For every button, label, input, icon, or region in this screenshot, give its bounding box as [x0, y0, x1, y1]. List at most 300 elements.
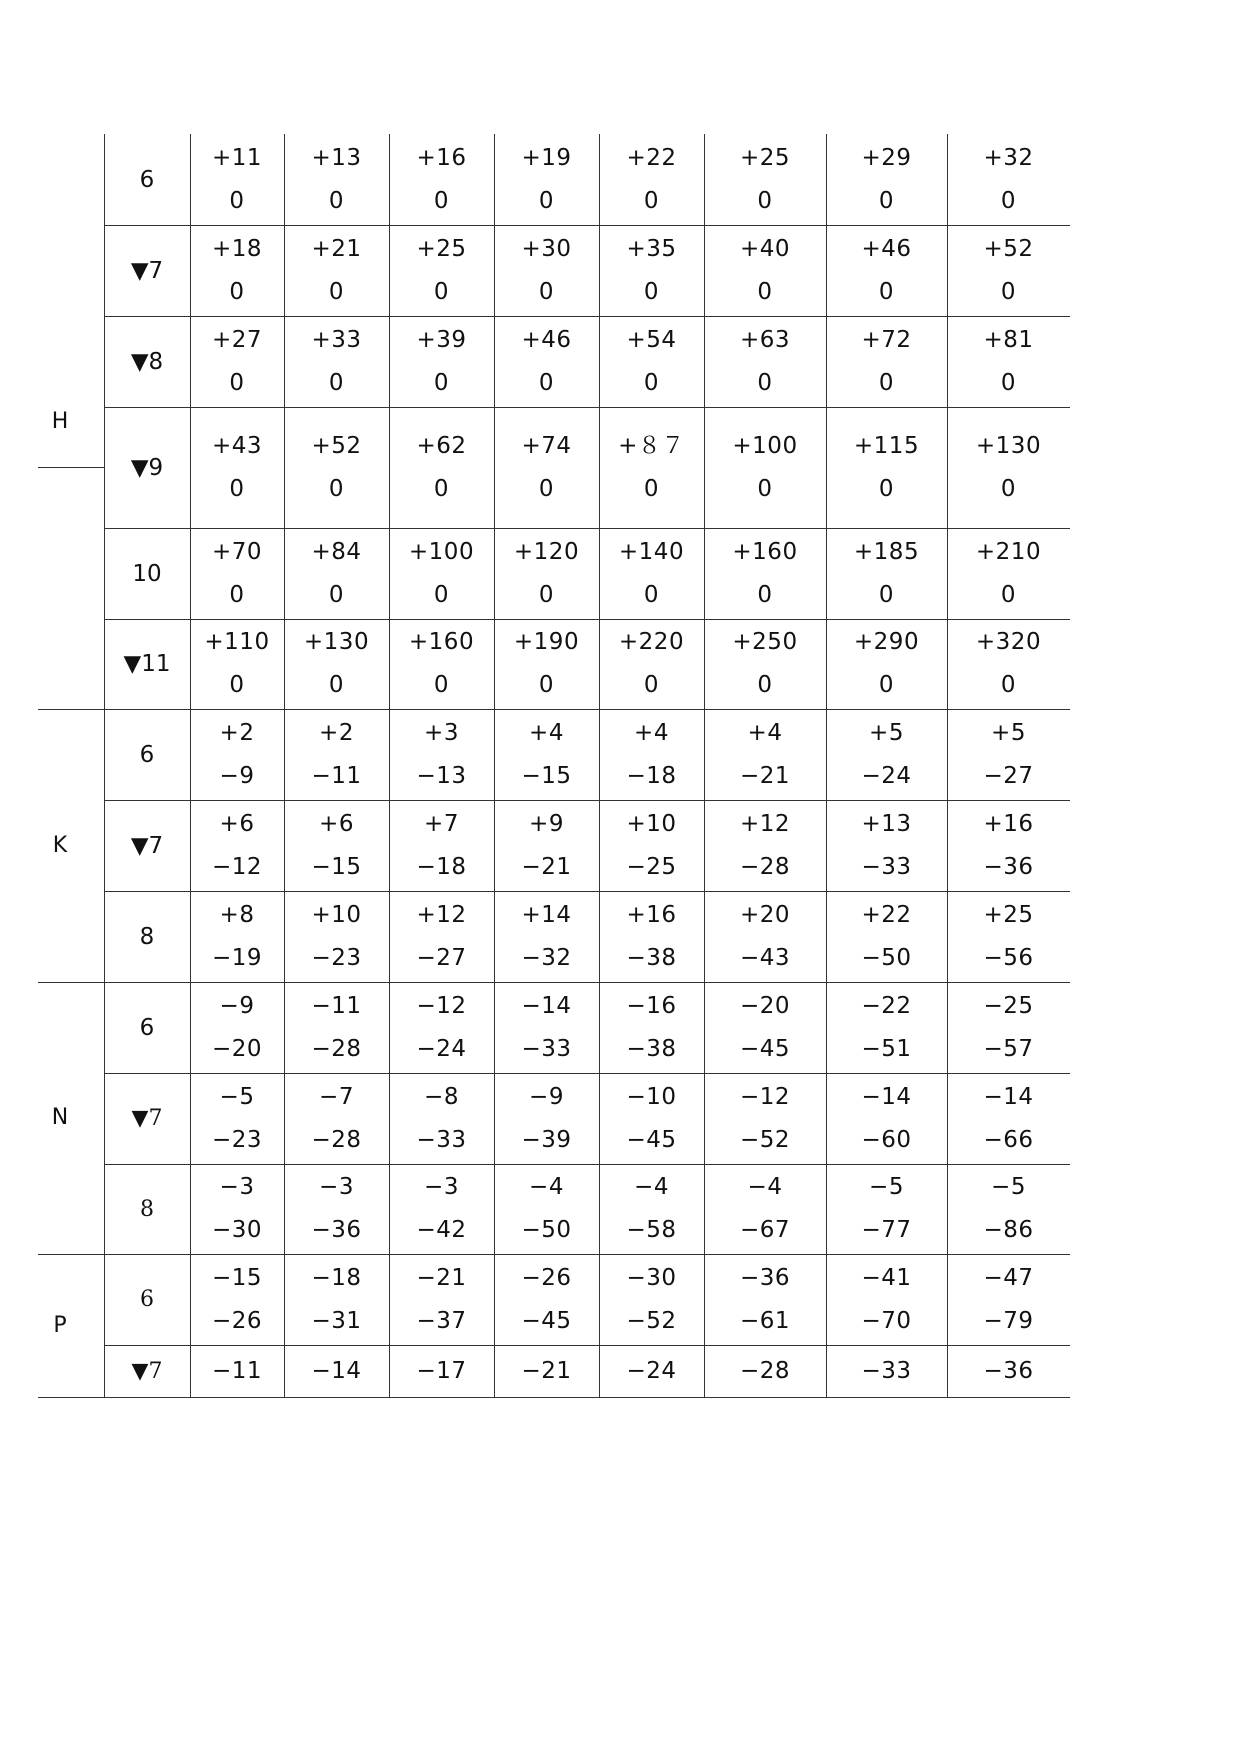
- lower-deviation: 0: [878, 475, 895, 502]
- deviation-cell: [494, 800, 599, 891]
- lower-deviation: 0: [328, 369, 345, 396]
- lower-deviation: −26: [211, 1307, 263, 1334]
- lower-deviation: 0: [878, 278, 895, 305]
- deviation-cell: [389, 407, 494, 528]
- deviation-cell: [284, 1345, 389, 1397]
- upper-deviation: −26: [521, 1264, 572, 1291]
- deviation-cell: [947, 1164, 1070, 1254]
- deviation-cell: [599, 225, 704, 316]
- deviation-cell: [599, 316, 704, 407]
- deviation-cell: [704, 316, 826, 407]
- lower-deviation: 0: [328, 187, 345, 214]
- upper-deviation: +10: [311, 901, 362, 928]
- upper-deviation: +190: [513, 629, 580, 655]
- lower-deviation: −66: [983, 1126, 1034, 1153]
- lower-deviation: −36: [311, 1217, 362, 1243]
- deviation-cell: [389, 1073, 494, 1164]
- lower-deviation: 0: [229, 369, 245, 396]
- lower-deviation: 0: [433, 369, 450, 396]
- grade-label: 6: [140, 1287, 154, 1312]
- grade-cell: [104, 407, 190, 528]
- lower-deviation: 0: [328, 278, 345, 305]
- deviation-cell: [947, 982, 1070, 1073]
- upper-deviation: +5: [991, 719, 1026, 746]
- deviation-cell: [947, 891, 1070, 982]
- lower-deviation: −50: [521, 1217, 572, 1243]
- deviation-cell: [190, 407, 284, 528]
- upper-deviation: +6: [319, 810, 354, 837]
- deviation-cell: [190, 225, 284, 316]
- lower-deviation: 0: [538, 672, 555, 698]
- deviation-cell: [704, 800, 826, 891]
- upper-deviation: +39: [416, 326, 467, 353]
- lower-deviation: −70: [861, 1307, 912, 1334]
- upper-deviation: −5: [991, 1174, 1026, 1200]
- deviation-cell: [599, 982, 704, 1073]
- lower-deviation: −61: [739, 1307, 791, 1334]
- lower-deviation: −28: [311, 1035, 362, 1062]
- deviation-cell: [599, 619, 704, 709]
- grade-cell: [104, 528, 190, 619]
- upper-deviation: +11: [211, 144, 263, 171]
- deviation-cell: [704, 709, 826, 800]
- upper-deviation: +25: [739, 144, 791, 171]
- deviation-cell: [284, 225, 389, 316]
- grade-label: ▼7: [130, 257, 164, 284]
- lower-deviation: −45: [521, 1307, 572, 1334]
- upper-deviation: −16: [626, 992, 677, 1019]
- upper-deviation: +4: [747, 719, 783, 746]
- deviation-cell: [284, 316, 389, 407]
- upper-deviation: −4: [529, 1174, 564, 1200]
- deviation-cell: [704, 528, 826, 619]
- lower-deviation: 0: [328, 672, 345, 698]
- upper-deviation: +120: [513, 538, 580, 565]
- lower-deviation: −56: [983, 944, 1034, 971]
- lower-deviation: −39: [521, 1126, 572, 1153]
- upper-deviation: +63: [739, 326, 791, 353]
- deviation-cell: [284, 1073, 389, 1164]
- upper-deviation: −12: [416, 992, 467, 1019]
- upper-deviation: +6: [219, 810, 255, 837]
- deviation-cell: [190, 1073, 284, 1164]
- upper-deviation: −12: [739, 1083, 791, 1110]
- upper-deviation: +22: [861, 901, 912, 928]
- lower-deviation: −28: [739, 853, 791, 880]
- upper-deviation: −10: [626, 1083, 677, 1110]
- deviation-cell: [826, 407, 947, 528]
- lower-deviation: −23: [311, 944, 362, 971]
- lower-deviation: −58: [626, 1217, 677, 1243]
- deviation-cell: [284, 407, 389, 528]
- upper-deviation: +35: [626, 235, 677, 262]
- grade-label: ▼9: [130, 454, 164, 481]
- deviation-cell: [826, 1073, 947, 1164]
- lower-deviation: 0: [1000, 369, 1017, 396]
- grade-label: ▼7: [131, 1106, 163, 1131]
- lower-deviation: −24: [416, 1035, 467, 1062]
- upper-deviation: +70: [211, 538, 263, 565]
- upper-deviation: −9: [219, 992, 255, 1019]
- deviation-cell: [190, 709, 284, 800]
- lower-deviation: −15: [311, 853, 362, 880]
- upper-deviation: −20: [739, 992, 791, 1019]
- deviation-cell: [704, 407, 826, 528]
- deviation-cell: [284, 619, 389, 709]
- upper-deviation: +52: [983, 235, 1034, 262]
- lower-deviation: −77: [861, 1217, 912, 1243]
- upper-deviation: +62: [416, 432, 467, 459]
- upper-deviation: +250: [732, 629, 798, 655]
- lower-deviation: 0: [757, 672, 773, 698]
- upper-deviation: +100: [732, 432, 798, 459]
- lower-deviation: 0: [757, 187, 773, 214]
- deviation-cell: [494, 1073, 599, 1164]
- lower-deviation: −24: [861, 762, 912, 789]
- grade-label: 10: [132, 560, 162, 587]
- upper-deviation: +43: [211, 432, 263, 459]
- deviation-cell: [826, 528, 947, 619]
- grade-label: 8: [140, 1196, 154, 1222]
- upper-deviation: +2: [319, 719, 354, 746]
- deviation-cell: [494, 1345, 599, 1397]
- lower-deviation: 0: [643, 581, 660, 608]
- upper-deviation: +110: [204, 629, 270, 655]
- lower-deviation: 0: [229, 581, 245, 608]
- grade-cell: [104, 1254, 190, 1345]
- lower-deviation: 0: [229, 475, 245, 502]
- grade-label: ▼11: [123, 651, 171, 677]
- upper-deviation: +5: [869, 719, 904, 746]
- lower-deviation: −67: [739, 1217, 791, 1243]
- upper-deviation: +54: [626, 326, 677, 353]
- lower-deviation: −45: [626, 1126, 677, 1153]
- lower-deviation: −21: [521, 853, 572, 880]
- lower-deviation: 0: [1000, 581, 1017, 608]
- lower-deviation: 0: [757, 278, 773, 305]
- upper-deviation: +13: [311, 144, 362, 171]
- upper-deviation: +210: [975, 538, 1042, 565]
- upper-deviation: −25: [983, 992, 1034, 1019]
- deviation-cell: [826, 891, 947, 982]
- lower-deviation: 0: [757, 369, 773, 396]
- deviation-cell: [284, 982, 389, 1073]
- deviation-cell: [284, 1254, 389, 1345]
- lower-deviation: 0: [1000, 672, 1017, 698]
- deviation-cell: [704, 1073, 826, 1164]
- lower-deviation: 0: [878, 672, 895, 698]
- lower-deviation: −38: [626, 1035, 677, 1062]
- lower-deviation: 0: [538, 369, 555, 396]
- upper-deviation: −8: [424, 1083, 459, 1110]
- deviation-cell: [947, 800, 1070, 891]
- grade-label: 6: [139, 741, 155, 768]
- deviation-cell: [704, 982, 826, 1073]
- upper-deviation: −22: [861, 992, 912, 1019]
- deviation-cell: [389, 800, 494, 891]
- zone-letter: K: [52, 832, 68, 858]
- upper-deviation: −28: [739, 1357, 791, 1384]
- lower-deviation: −51: [861, 1035, 912, 1062]
- upper-deviation: −21: [416, 1264, 467, 1291]
- upper-deviation: +84: [311, 538, 362, 565]
- upper-deviation: +130: [975, 432, 1042, 459]
- deviation-cell: [494, 1164, 599, 1254]
- lower-deviation: 0: [757, 581, 773, 608]
- deviation-cell: [947, 1345, 1070, 1397]
- deviation-cell: [284, 800, 389, 891]
- deviation-cell: [494, 891, 599, 982]
- lower-deviation: 0: [538, 475, 555, 502]
- deviation-cell: [389, 891, 494, 982]
- deviation-cell: [947, 1254, 1070, 1345]
- deviation-cell: [494, 528, 599, 619]
- lower-deviation: 0: [433, 672, 450, 698]
- deviation-cell: [494, 407, 599, 528]
- grade-cell: [104, 619, 190, 709]
- deviation-cell: [826, 982, 947, 1073]
- deviation-cell: [599, 709, 704, 800]
- deviation-cell: [947, 709, 1070, 800]
- upper-deviation: +12: [416, 901, 467, 928]
- zone-letter: N: [51, 1105, 69, 1130]
- upper-deviation: −14: [983, 1083, 1034, 1110]
- lower-deviation: −86: [983, 1217, 1034, 1243]
- upper-deviation: −33: [861, 1357, 912, 1384]
- deviation-cell: [389, 134, 494, 225]
- deviation-cell: [494, 134, 599, 225]
- lower-deviation: 0: [538, 278, 555, 305]
- upper-deviation: +27: [211, 326, 263, 353]
- upper-deviation: +3: [424, 719, 459, 746]
- grade-cell: [104, 1164, 190, 1254]
- deviation-cell: [389, 982, 494, 1073]
- deviation-cell: [947, 619, 1070, 709]
- upper-deviation: +18: [211, 235, 263, 262]
- deviation-cell: [599, 891, 704, 982]
- lower-deviation: 0: [643, 369, 660, 396]
- lower-deviation: −33: [416, 1126, 467, 1153]
- grade-label: 6: [139, 166, 155, 193]
- lower-deviation: 0: [643, 278, 660, 305]
- upper-deviation: +7: [424, 810, 459, 837]
- deviation-cell: [389, 1164, 494, 1254]
- grade-cell: [104, 982, 190, 1073]
- upper-deviation: +220: [618, 629, 685, 655]
- lower-deviation: −33: [861, 853, 912, 880]
- grade-cell: [104, 1073, 190, 1164]
- deviation-cell: [494, 1254, 599, 1345]
- upper-deviation: −18: [311, 1264, 362, 1291]
- upper-deviation: +30: [521, 235, 572, 262]
- lower-deviation: −9: [219, 762, 255, 789]
- lower-deviation: −36: [983, 853, 1034, 880]
- deviation-cell: [704, 225, 826, 316]
- upper-deviation: −3: [424, 1174, 459, 1200]
- upper-deviation: −9: [529, 1083, 564, 1110]
- deviation-cell: [599, 1073, 704, 1164]
- upper-deviation: −5: [869, 1174, 904, 1200]
- deviation-cell: [284, 1164, 389, 1254]
- deviation-cell: [190, 891, 284, 982]
- upper-deviation: +2: [219, 719, 255, 746]
- lower-deviation: −42: [416, 1217, 467, 1243]
- deviation-cell: [826, 709, 947, 800]
- lower-deviation: −18: [626, 762, 677, 789]
- deviation-cell: [599, 1254, 704, 1345]
- lower-deviation: 0: [433, 475, 450, 502]
- upper-deviation: +160: [732, 538, 798, 565]
- deviation-cell: [599, 528, 704, 619]
- deviation-cell: [704, 1164, 826, 1254]
- upper-deviation: +8: [219, 901, 255, 928]
- upper-deviation: +13: [861, 810, 912, 837]
- lower-deviation: 0: [433, 187, 450, 214]
- upper-deviation: −4: [634, 1174, 669, 1200]
- deviation-cell: [389, 528, 494, 619]
- deviation-cell: [190, 1254, 284, 1345]
- upper-deviation: +８７: [618, 432, 685, 459]
- deviation-cell: [704, 134, 826, 225]
- deviation-cell: [704, 1254, 826, 1345]
- upper-deviation: +130: [303, 629, 370, 655]
- upper-deviation: +16: [416, 144, 467, 171]
- lower-deviation: −57: [983, 1035, 1034, 1062]
- zone-letter: P: [53, 1312, 67, 1338]
- lower-deviation: −45: [739, 1035, 791, 1062]
- lower-deviation: −37: [416, 1307, 467, 1334]
- upper-deviation: +160: [408, 629, 475, 655]
- upper-deviation: −30: [626, 1264, 677, 1291]
- lower-deviation: −11: [311, 762, 362, 789]
- deviation-cell: [190, 134, 284, 225]
- deviation-cell: [389, 1345, 494, 1397]
- upper-deviation: −36: [739, 1264, 791, 1291]
- upper-deviation: +19: [521, 144, 572, 171]
- deviation-cell: [494, 619, 599, 709]
- lower-deviation: 0: [229, 672, 245, 698]
- grade-cell: [104, 709, 190, 800]
- upper-deviation: +46: [521, 326, 572, 353]
- lower-deviation: 0: [1000, 278, 1017, 305]
- lower-deviation: −38: [626, 944, 677, 971]
- deviation-cell: [947, 316, 1070, 407]
- upper-deviation: +16: [626, 901, 677, 928]
- upper-deviation: +74: [521, 432, 572, 459]
- deviation-cell: [389, 619, 494, 709]
- deviation-cell: [704, 619, 826, 709]
- deviation-cell: [190, 982, 284, 1073]
- lower-deviation: −25: [626, 853, 677, 880]
- upper-deviation: −14: [521, 992, 572, 1019]
- deviation-cell: [826, 800, 947, 891]
- upper-deviation: +81: [983, 326, 1034, 353]
- zone-letter: H: [51, 408, 69, 434]
- lower-deviation: 0: [229, 278, 245, 305]
- lower-deviation: −32: [521, 944, 572, 971]
- deviation-cell: [826, 1254, 947, 1345]
- upper-deviation: +290: [853, 629, 920, 655]
- grade-label: ▼8: [130, 348, 164, 375]
- deviation-cell: [826, 225, 947, 316]
- upper-deviation: +25: [983, 901, 1034, 928]
- lower-deviation: 0: [229, 187, 245, 214]
- lower-deviation: −28: [311, 1126, 362, 1153]
- lower-deviation: 0: [538, 581, 555, 608]
- zone-stub-rule: [38, 467, 104, 468]
- deviation-cell: [190, 316, 284, 407]
- deviation-cell: [284, 891, 389, 982]
- grade-cell: [104, 800, 190, 891]
- upper-deviation: +14: [521, 901, 572, 928]
- upper-deviation: +12: [739, 810, 791, 837]
- upper-deviation: −24: [626, 1357, 677, 1384]
- deviation-cell: [494, 709, 599, 800]
- upper-deviation: −3: [219, 1174, 255, 1200]
- deviation-cell: [599, 800, 704, 891]
- upper-deviation: −14: [861, 1083, 912, 1110]
- deviation-cell: [284, 528, 389, 619]
- upper-deviation: −14: [311, 1357, 362, 1384]
- deviation-cell: [190, 528, 284, 619]
- deviation-cell: [494, 316, 599, 407]
- grade-cell: [104, 316, 190, 407]
- upper-deviation: −21: [521, 1357, 572, 1384]
- lower-deviation: 0: [757, 475, 773, 502]
- deviation-cell: [599, 1164, 704, 1254]
- grade-label: 8: [139, 923, 155, 950]
- upper-deviation: +32: [983, 144, 1034, 171]
- deviation-cell: [704, 1345, 826, 1397]
- deviation-cell: [190, 800, 284, 891]
- upper-deviation: +20: [739, 901, 791, 928]
- upper-deviation: −36: [983, 1357, 1034, 1384]
- deviation-cell: [826, 134, 947, 225]
- deviation-cell: [947, 1073, 1070, 1164]
- lower-deviation: 0: [433, 581, 450, 608]
- deviation-cell: [599, 1345, 704, 1397]
- upper-deviation: +72: [861, 326, 912, 353]
- upper-deviation: +52: [311, 432, 362, 459]
- lower-deviation: −18: [416, 853, 467, 880]
- deviation-cell: [284, 134, 389, 225]
- lower-deviation: 0: [643, 672, 660, 698]
- lower-deviation: 0: [328, 475, 345, 502]
- deviation-cell: [389, 225, 494, 316]
- deviation-cell: [826, 316, 947, 407]
- lower-deviation: −79: [983, 1307, 1034, 1334]
- grade-label: ▼7: [131, 1358, 163, 1384]
- lower-deviation: 0: [878, 581, 895, 608]
- upper-deviation: +115: [853, 432, 920, 459]
- deviation-cell: [389, 316, 494, 407]
- upper-deviation: +320: [975, 629, 1042, 655]
- lower-deviation: 0: [433, 278, 450, 305]
- upper-deviation: +29: [861, 144, 912, 171]
- upper-deviation: +4: [634, 719, 669, 746]
- upper-deviation: +100: [408, 538, 475, 565]
- deviation-cell: [599, 134, 704, 225]
- deviation-cell: [389, 1254, 494, 1345]
- deviation-cell: [826, 1345, 947, 1397]
- grade-cell: [104, 1345, 190, 1397]
- upper-deviation: +33: [311, 326, 362, 353]
- group-rule: [38, 1397, 1070, 1398]
- deviation-cell: [389, 709, 494, 800]
- lower-deviation: 0: [878, 187, 895, 214]
- upper-deviation: −11: [311, 992, 362, 1019]
- deviation-cell: [826, 1164, 947, 1254]
